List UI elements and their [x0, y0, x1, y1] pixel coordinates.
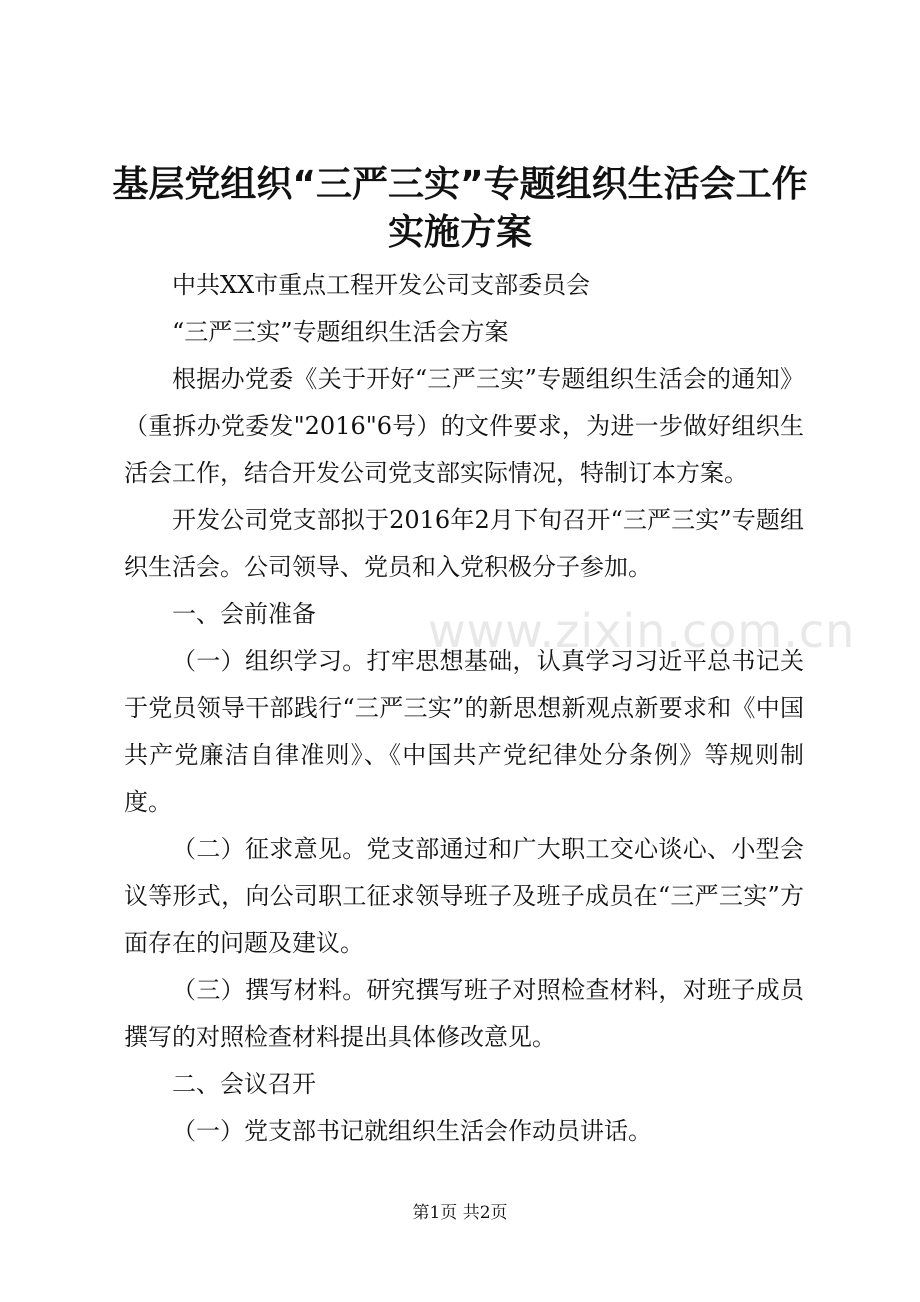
section-heading-preparation: 一、会前准备 — [172, 600, 316, 628]
plan-subtitle-line: “三严三实”专题组织生活会方案 — [172, 318, 509, 346]
document-body — [124, 262, 804, 1155]
document-title-line-2: 实施方案 — [387, 212, 532, 253]
org-name-line: 中共XX市重点工程开发公司支部委员会 — [172, 271, 591, 299]
paragraph-materials: （三）撰写材料。研究撰写班子对照检查材料，对班子成员撰写的对照检查材料提出具体修改意见。 — [124, 976, 804, 1051]
paragraph-basis: 根据办党委《关于开好“三严三实”专题组织生活会的通知》（重拆办党委发"2016"6号）的文件要求，为进一步做好组织生活会工作，结合开发公司党支部实际情况，特制订本方案。 — [124, 365, 804, 487]
watermark: www.zixin.com.cn — [428, 604, 856, 658]
paragraph-speech: （一）党支部书记就组织生活会作动员讲话。 — [172, 1117, 652, 1145]
document-title-line-1: 基层党组织“三严三实”专题组织生活会工作 — [112, 164, 808, 205]
paragraph-study: （一）组织学习。打牢思想基础，认真学习习近平总书记关于党员领导干部践行“三严三实”的新思想新观点新要求和《中国共产党廉洁自律准则》、《中国共产党纪律处分条例》等规则制度。 — [124, 647, 804, 816]
page-footer: 第1页 共2页 — [412, 1203, 508, 1223]
section-heading-meeting: 二、会议召开 — [172, 1070, 316, 1098]
paragraph-opinions: （二）征求意见。党支部通过和广大职工交心谈心、小型会议等形式，向公司职工征求领导班子及班子成员在“三严三实”方面存在的问题及建议。 — [124, 835, 804, 957]
paragraph-schedule: 开发公司党支部拟于2016年2月下旬召开“三严三实”专题组织生活会。公司领导、党员和入党积极分子参加。 — [124, 506, 804, 581]
